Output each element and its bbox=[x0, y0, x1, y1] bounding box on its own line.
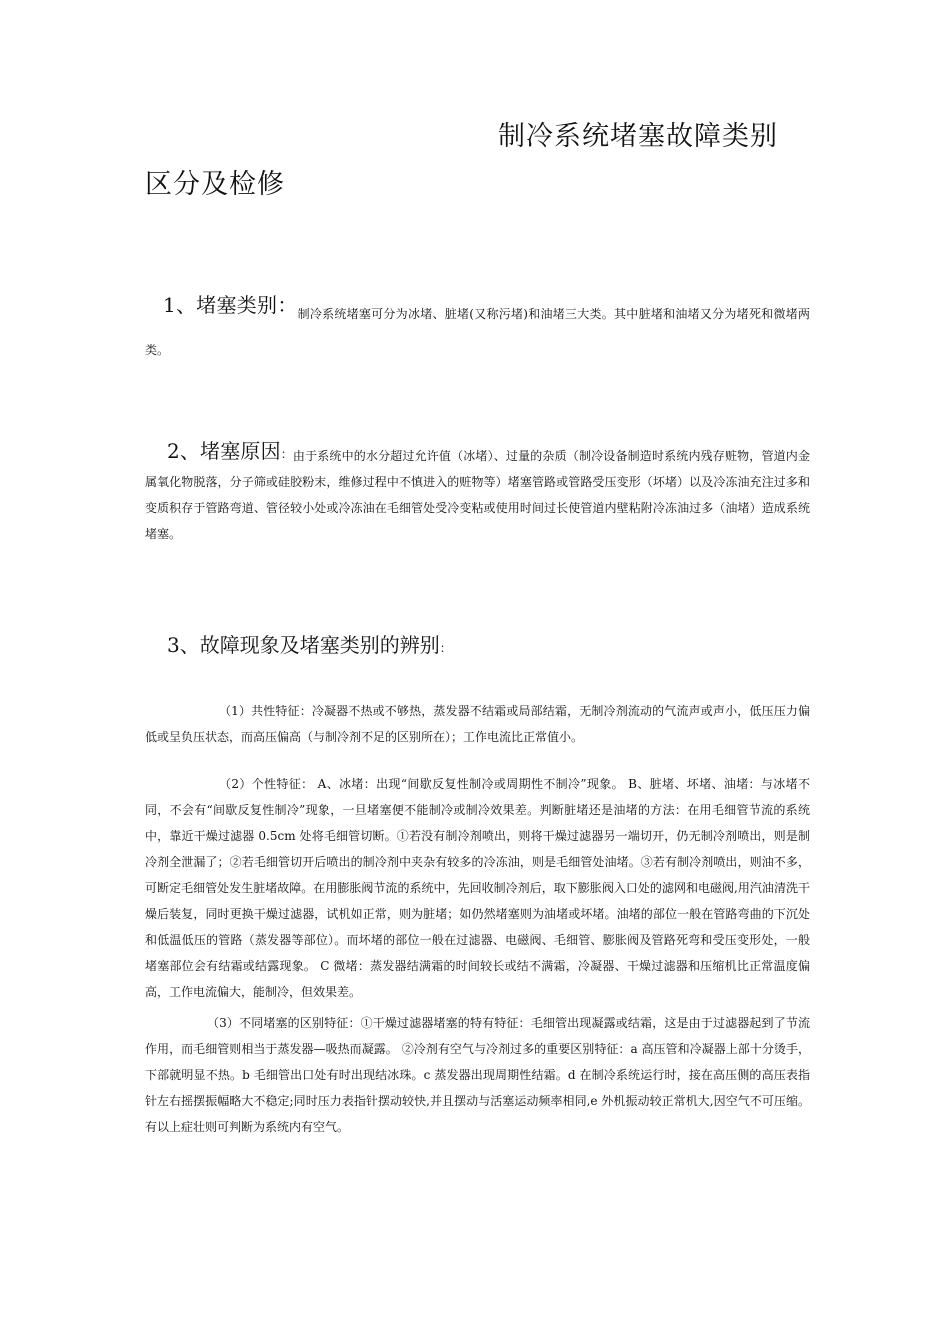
section-2-body: 由于系统中的水分超过允许值（冰堵）、过量的杂质（制冷设备制造时系统内残存赃物，管道内金属氧化物脱落，分子筛或硅胶粉末，维修过程中不慎进入的赃物等）堵塞管路或管路受压变形（坏堵）以及冷冻油充注过多和变质积存于管路弯道、管径较小处或冷冻油在毛细管处受冷变粘或使用时间过长使管道内壁粘附冷冻油过多（油堵）造成系统堵塞。 bbox=[145, 449, 810, 541]
paragraph-1: （1）共性特征：冷凝器不热或不够热，蒸发器不结霜或局部结霜，无制冷剂流动的气流声或声小，低压压力偏低或呈负压状态，而高压偏高（与制冷剂不足的区别所在）；工作电流比正常值小。 bbox=[145, 704, 810, 744]
section-3 bbox=[145, 632, 810, 661]
section-2-colon: ： bbox=[280, 447, 293, 461]
section-2 bbox=[145, 438, 810, 545]
section-3-colon: ： bbox=[439, 641, 452, 655]
paragraph-2: （2）个性特征： A、冰堵：出现“间歇反复性制冷或周期性不制冷”现象。 B、脏堵、坏堵、油堵：与冰堵不同，不会有“间歇反复性制冷”现象，一旦堵塞便不能制冷或制冷效果差。判断脏堵还是油堵的方法：在用毛细管节流的系统中，靠近干燥过滤器 0.5cm 处将毛细管切断。①若没有制冷剂喷出，则将干燥过滤器另一端切开，仍无制冷剂喷出，则是制冷剂全泄漏了；②若毛细管切开后喷出的制冷剂中夹杂有较多的冷冻油，则是毛细管处油堵。③若有制冷剂喷出，则油不多，可断定毛细管处发生脏堵故障。在用膨胀阀节流的系统中，先回收制冷剂后，取下膨胀阀入口处的滤网和电磁阀,用汽油清洗干燥后装复，同时更换干燥过滤器，试机如正常，则为脏堵；如仍然堵塞则为油堵或坏堵。油堵的部位一般在管路弯曲的下沉处和低温低压的管路（蒸发器等部位）。而坏堵的部位一般在过滤器、电磁阀、毛细管、膨胀阀及管路死弯和受压变形处，一般堵塞部位会有结霜或结露现象。 C 微堵：蒸发器结满霜的时间较长或结不满霜，冷凝器、干燥过滤器和压缩机比正常温度偏高，工作电流偏大，能制冷，但效果差。 bbox=[145, 777, 810, 999]
section-1 bbox=[145, 290, 810, 362]
section-1-body: 制冷系统堵塞可分为冰堵、脏堵(又称污堵)和油堵三大类。其中脏堵和油堵又分为堵死和微堵两类。 bbox=[145, 307, 810, 357]
section-3-heading: 3、故障现象及堵塞类别的辨别 bbox=[167, 633, 440, 657]
paragraph-3: （3）不同堵塞的区别特征：①干燥过滤器堵塞的特有特征：毛细管出现凝露或结霜，这是由于过滤器起到了节流作用，而毛细管则相当于蒸发器—吸热而凝露。 ②冷剂有空气与冷剂过多的重要区别特征：a 高压管和冷凝器上部十分烫手，下部就明显不热。b 毛细管出口处有时出现结冰珠。c 蒸发器出现周期性结霜。d 在制冷系统运行时，接在高压侧的高压表指针左右摇摆振幅略大不稳定;同时压力表指针摆动较快,并且摆动与活塞运动频率相同,e 外机振动较正常机大,因空气不可压缩。有以上症壮则可判断为系统内有空气。 bbox=[145, 1016, 810, 1134]
section-1-heading: 1、堵塞类别 bbox=[163, 293, 278, 317]
section-1-colon: ： bbox=[277, 293, 298, 317]
section-2-heading: 2、堵塞原因 bbox=[167, 439, 281, 463]
title-line-2: 区分及检修 bbox=[145, 169, 285, 200]
title-line-1: 制冷系统堵塞故障类别 bbox=[498, 121, 778, 152]
